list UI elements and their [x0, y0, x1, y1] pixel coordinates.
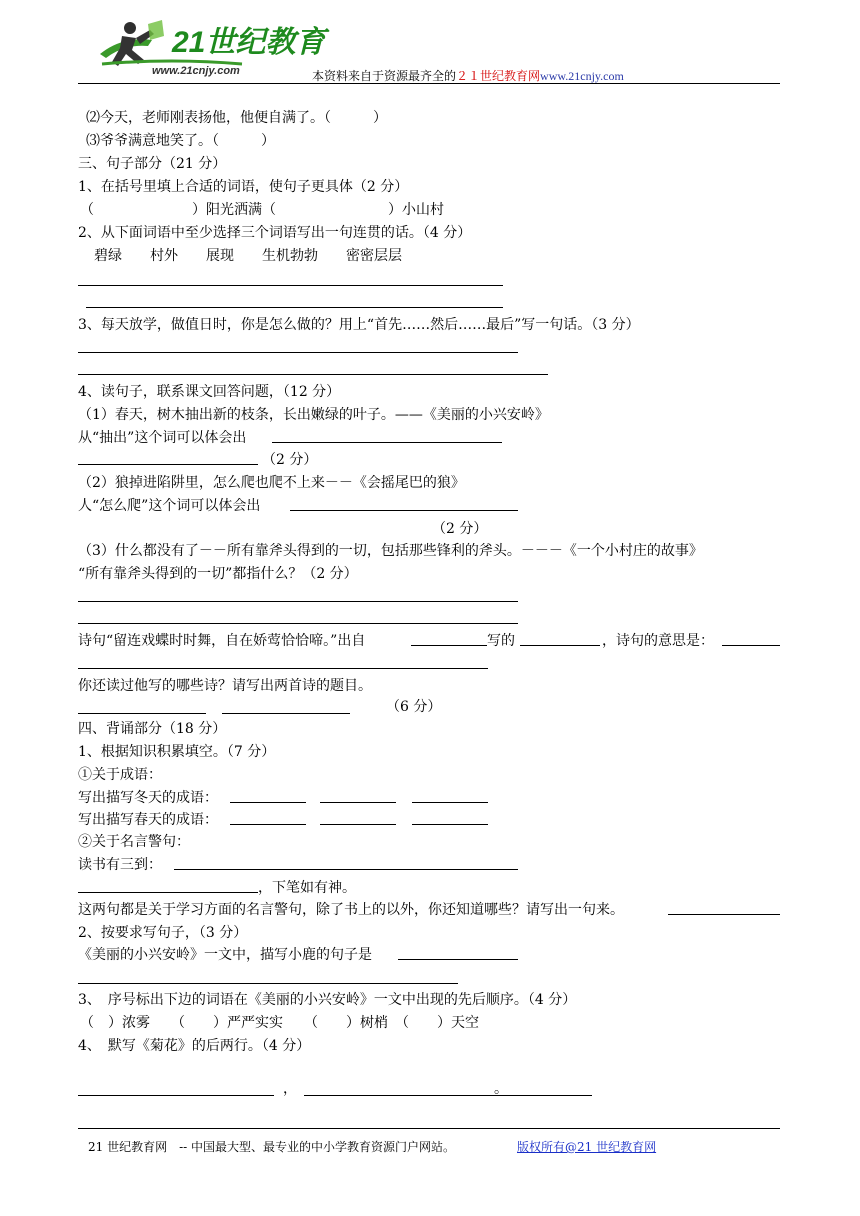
answer-line[interactable]	[86, 307, 503, 308]
question-line: 写的	[487, 633, 515, 649]
answer-line[interactable]	[222, 713, 350, 714]
answer-line[interactable]	[412, 824, 488, 825]
copyright-link[interactable]: 版权所有@21 世纪教育网	[517, 1140, 657, 1154]
punctuation: ，	[283, 1081, 297, 1097]
answer-line[interactable]	[174, 869, 518, 870]
question-line: 人“怎么爬”这个词可以体会出	[78, 498, 261, 514]
answer-line[interactable]	[78, 464, 258, 465]
question-line: 2、从下面词语中至少选择三个词语写出一句连贯的话。（4 分）	[78, 225, 472, 241]
quote-line: （1）春天，树木抽出新的枝条，长出嫩绿的叶子。——《美丽的小兴安岭》	[78, 407, 549, 423]
question-line: 1、根据知识积累填空。（7 分）	[78, 744, 276, 760]
quote-line: （2）狼掉进陷阱里，怎么爬也爬不上来－－《会摇尾巴的狼》	[78, 475, 465, 491]
question-line: 读书有三到：	[78, 857, 162, 873]
question-line: 你还读过他写的哪些诗？请写出两首诗的题目。	[78, 678, 372, 694]
question-line: 这两句都是关于学习方面的名言警句，除了书上的以外，你还知道哪些？请写出一句来。	[78, 902, 624, 918]
answer-line[interactable]	[78, 601, 518, 602]
word-list: 碧绿 村外 展现 生机勃勃 密密层层	[94, 248, 402, 264]
header-notice-url: www.21cnjy.com	[540, 69, 624, 83]
answer-line[interactable]	[290, 510, 518, 511]
header-notice-num: ２１	[456, 69, 481, 83]
answer-line[interactable]	[722, 645, 780, 646]
question-line: “所有靠斧头得到的一切”都指什么？（2 分）	[78, 566, 358, 582]
section-heading: 四、背诵部分（18 分）	[78, 721, 227, 737]
question-line: 2、按要求写句子，（3 分）	[78, 925, 248, 941]
footer-text: 21 世纪教育网 -- 中国最大型、最专业的中小学教育资源门户网站。	[88, 1140, 456, 1154]
punctuation: 。	[494, 1081, 508, 1097]
score-label: （6 分）	[386, 699, 442, 715]
header-notice-prefix: 本资料来自于资源最齐全的	[312, 69, 457, 83]
question-line: ②关于名言警句：	[78, 834, 190, 850]
question-line: 《美丽的小兴安岭》一文中，描写小鹿的句子是	[78, 947, 372, 963]
question-line: ①关于成语：	[78, 767, 162, 783]
answer-line[interactable]	[78, 892, 258, 893]
question-line: （ ）阳光洒满（ ）小山村	[80, 202, 444, 218]
header-divider	[78, 83, 780, 84]
answer-line[interactable]	[78, 668, 488, 669]
logo-brand-text: 21世纪教育	[172, 26, 326, 59]
quote-line: （3）什么都没有了－－所有靠斧头得到的一切，包括那些锋利的斧头。－－－《一个小村庄的故事》	[78, 543, 703, 559]
answer-line[interactable]	[304, 1095, 592, 1096]
header-notice	[312, 67, 624, 84]
answer-line[interactable]	[230, 824, 306, 825]
logo-url-text: www.21cnjy.com	[152, 65, 240, 77]
score-label: （2 分）	[262, 452, 318, 468]
header-notice-site: 世纪教育网	[480, 69, 541, 83]
question-line: 4、读句子，联系课文回答问题，（12 分）	[78, 384, 341, 400]
answer-line[interactable]	[78, 623, 518, 624]
question-line: ⑶爷爷满意地笑了。（ ）	[86, 133, 275, 149]
question-line: 诗句“留连戏蝶时时舞，自在娇莺恰恰啼。”出自	[78, 633, 366, 649]
answer-line[interactable]	[320, 802, 396, 803]
question-line: 从“抽出”这个词可以体会出	[78, 430, 247, 446]
question-line: 4、 默写《菊花》的后两行。（4 分）	[78, 1038, 311, 1054]
question-line: ，下笔如有神。	[258, 880, 356, 896]
answer-line[interactable]	[78, 374, 548, 375]
question-line: 1、在括号里填上合适的词语，使句子更具体（2 分）	[78, 179, 409, 195]
footer-divider	[78, 1128, 780, 1129]
answer-line[interactable]	[78, 285, 503, 286]
site-logo	[92, 14, 326, 77]
question-line: 3、每天放学，做值日时，你是怎么做的？用上“首先……然后……最后”写一句话。（3 分）	[78, 317, 640, 333]
answer-line[interactable]	[272, 442, 502, 443]
answer-line[interactable]	[668, 914, 780, 915]
answer-line[interactable]	[78, 713, 206, 714]
question-line: ⑵今天，老师刚表扬他，他便自满了。（ ）	[86, 110, 387, 126]
question-line: ，诗句的意思是：	[602, 633, 714, 649]
score-label: （2 分）	[432, 521, 488, 537]
answer-line[interactable]	[411, 645, 487, 646]
answer-line[interactable]	[78, 1095, 274, 1096]
answer-line[interactable]	[398, 959, 518, 960]
question-line: 写出描写春天的成语：	[78, 812, 218, 828]
question-line: 3、 序号标出下边的词语在《美丽的小兴安岭》一文中出现的先后顺序。（4 分）	[78, 992, 577, 1008]
answer-line[interactable]	[412, 802, 488, 803]
answer-line[interactable]	[78, 352, 518, 353]
answer-line[interactable]	[520, 645, 600, 646]
answer-line[interactable]	[78, 983, 458, 984]
section-heading: 三、句子部分（21 分）	[78, 156, 227, 172]
answer-line[interactable]	[230, 802, 306, 803]
runner-logo-icon	[92, 14, 326, 77]
question-line: 写出描写冬天的成语：	[78, 790, 218, 806]
word-list: （ ）浓雾 （ ）严严实实 （ ）树梢 （ ）天空	[80, 1015, 479, 1031]
answer-line[interactable]	[320, 824, 396, 825]
